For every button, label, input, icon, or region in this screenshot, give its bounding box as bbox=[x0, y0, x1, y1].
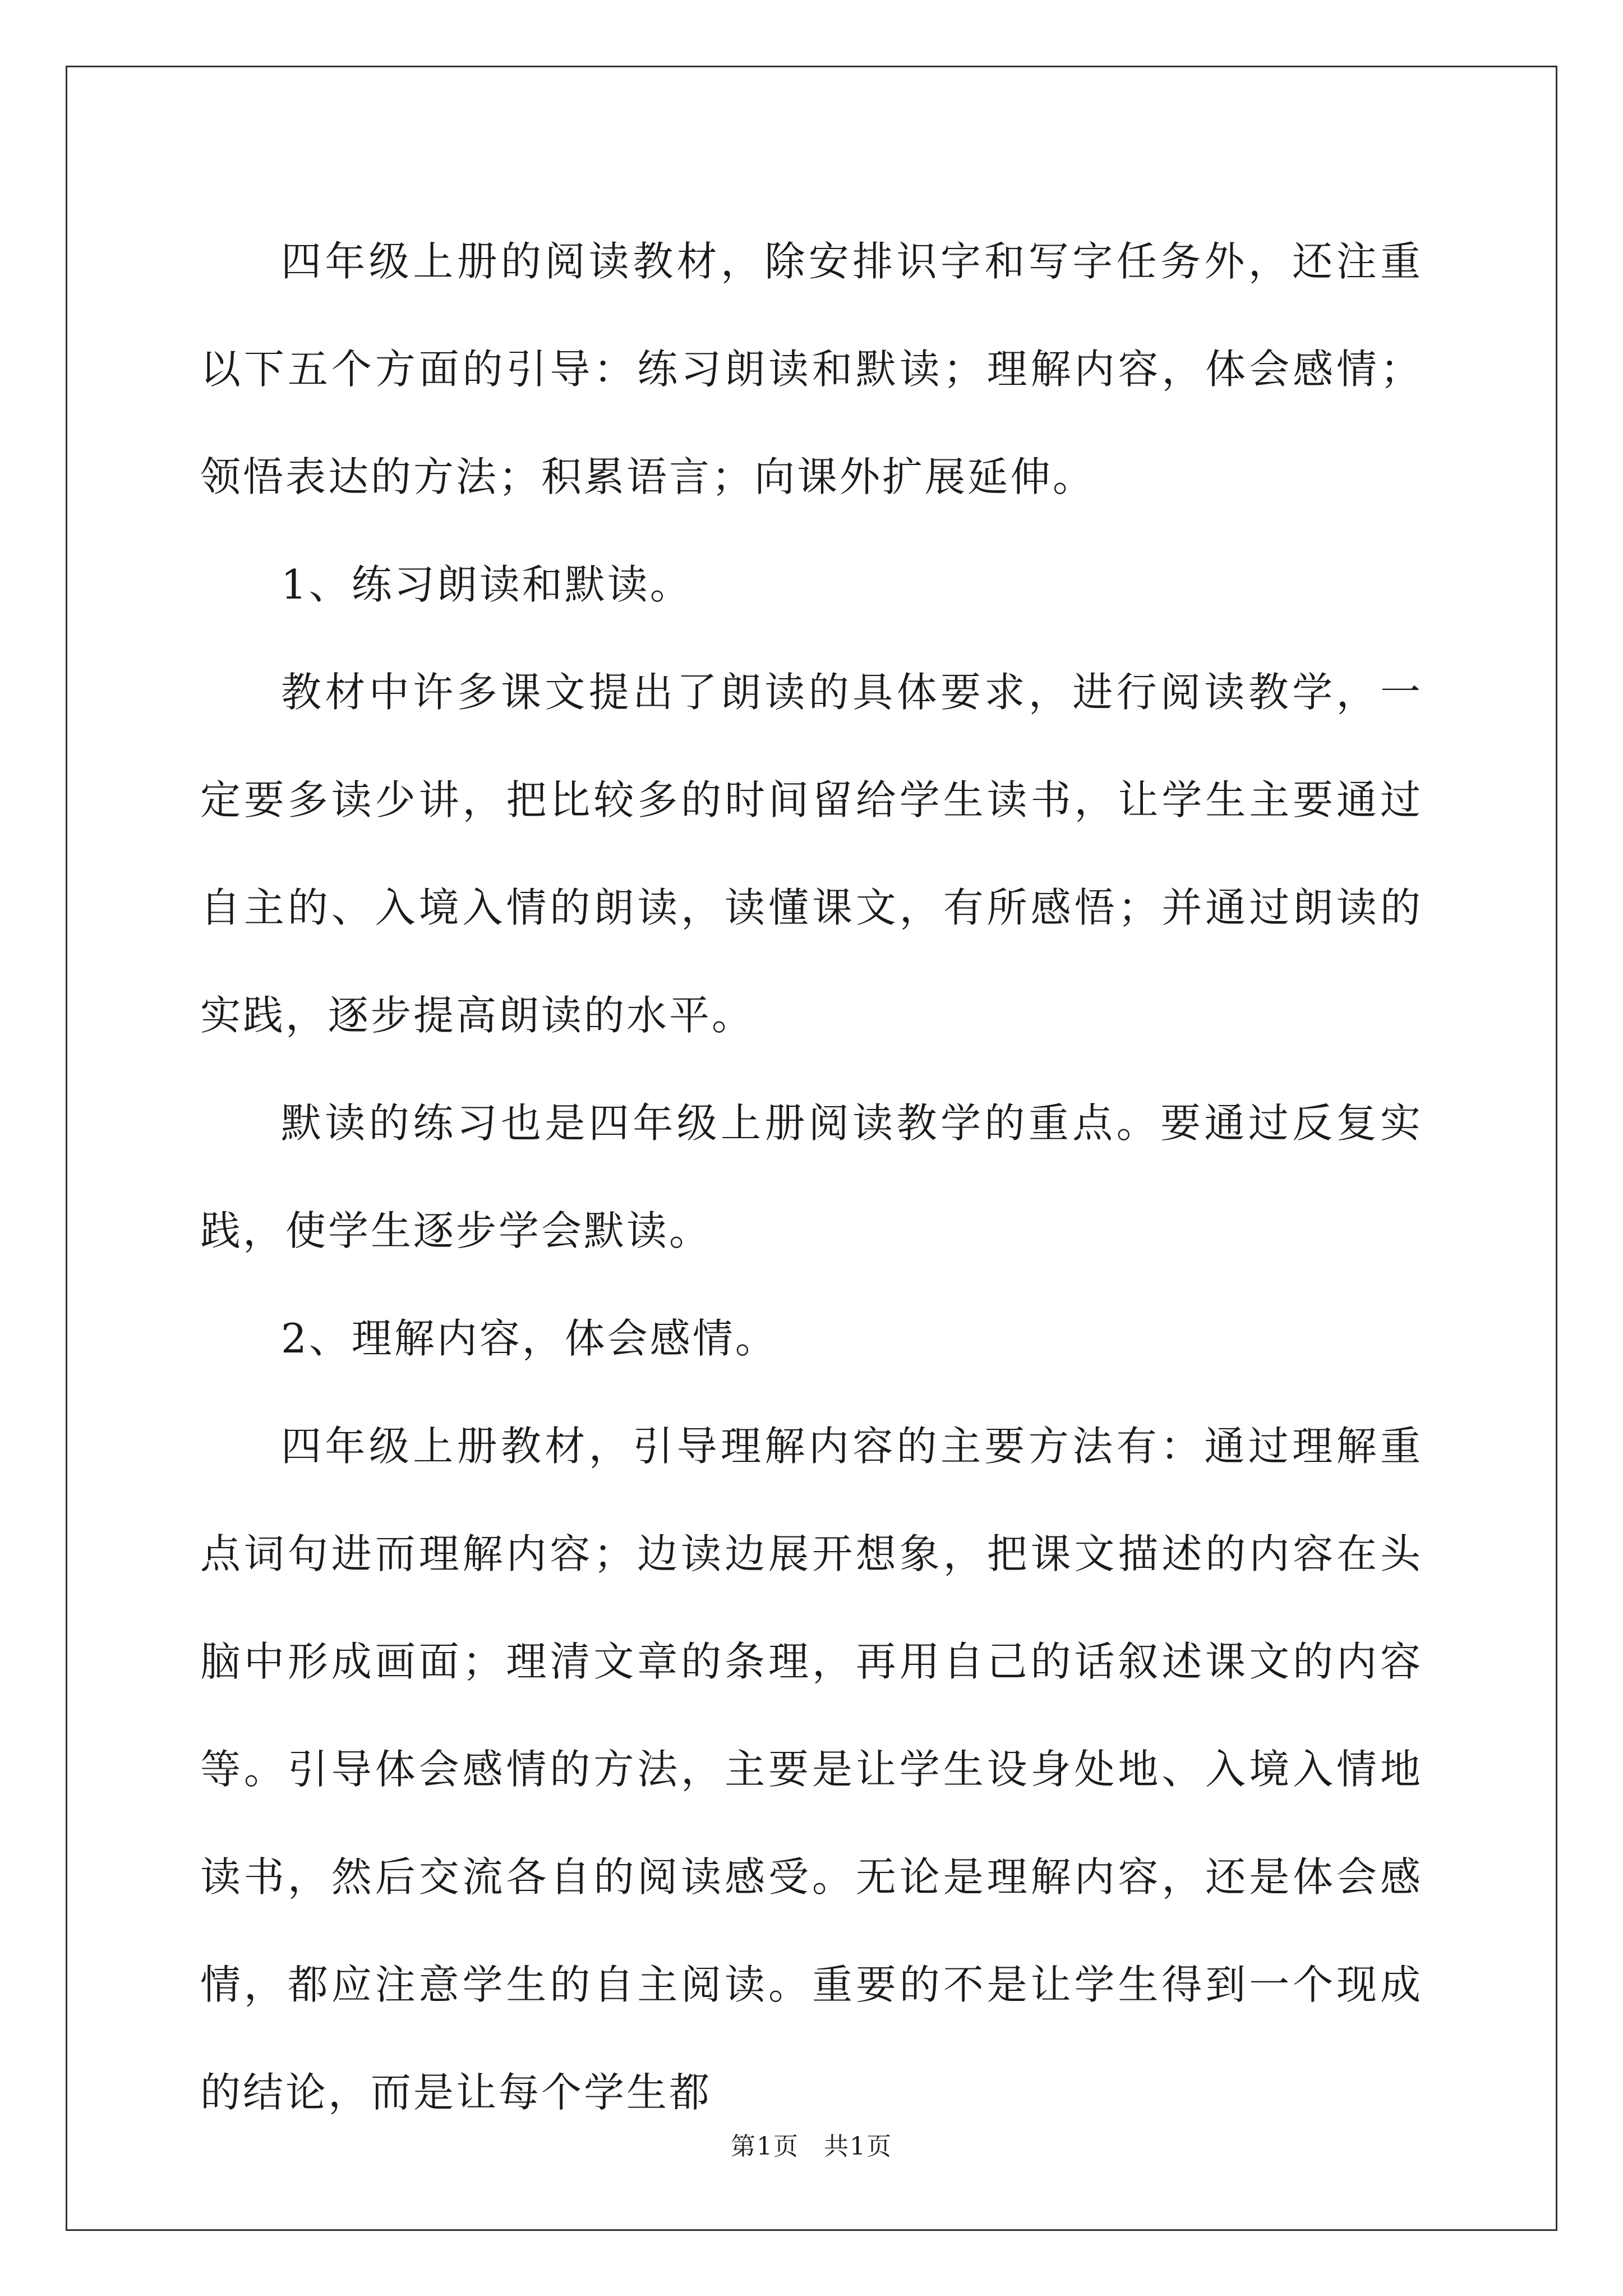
paragraph-reading-aloud: 教材中许多课文提出了朗读的具体要求，进行阅读教学，一定要多读少讲，把比较多的时间留给学生读书，让学生主要通过自主的、入境入情的朗读，读懂课文，有所感悟；并通过朗读的实践，逐步提高朗读的水平。 bbox=[200, 669, 1423, 1039]
page-footer bbox=[0, 2126, 1623, 2162]
section-heading-1: 1、练习朗读和默读。 bbox=[281, 561, 693, 608]
paragraph-silent-reading: 默读的练习也是四年级上册阅读教学的重点。要通过反复实践，使学生逐步学会默读。 bbox=[200, 1099, 1423, 1254]
document-body bbox=[200, 208, 1423, 2146]
paragraph-intro: 四年级上册的阅读教材，除安排识字和写字任务外，还注重以下五个方面的引导：练习朗读和默读；理解内容，体会感情；领悟表达的方法；积累语言；向课外扩展延伸。 bbox=[200, 238, 1423, 500]
paragraph-understanding: 四年级上册教材，引导理解内容的主要方法有：通过理解重点词句进而理解内容；边读边展开想象，把课文描述的内容在头脑中形成画面；理清文章的条理，再用自己的话叙述课文的内容等。引导体会感情的方法，主要是让学生设身处地、入境入情地读书，然后交流各自的阅读感受。无论是理解内容，还是体会感情，都应注意学生的自主阅读。重要的不是让学生得到一个现成的结论，而是让每个学生都 bbox=[200, 1423, 1423, 2116]
page-total: 共1页 bbox=[824, 2132, 892, 2161]
page-number: 第1页 bbox=[731, 2132, 799, 2161]
section-heading-2: 2、理解内容，体会感情。 bbox=[281, 1315, 778, 1362]
